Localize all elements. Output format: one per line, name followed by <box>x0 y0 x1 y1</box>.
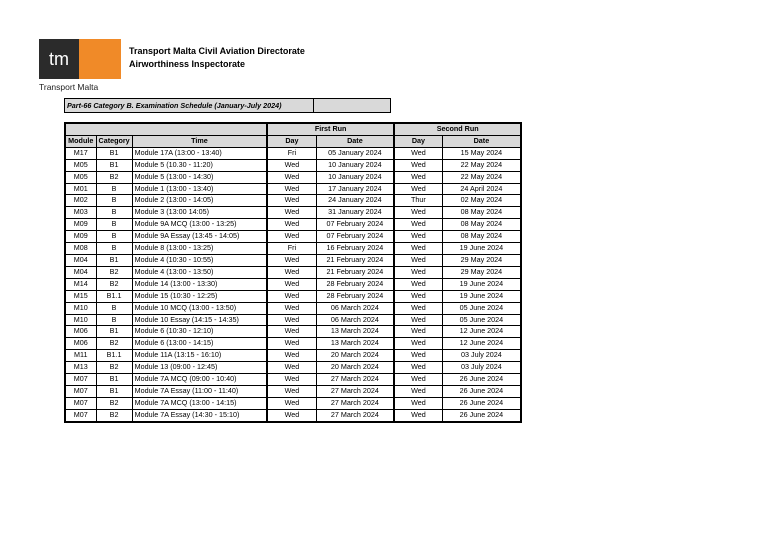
col-category: Category <box>96 135 132 147</box>
cell-module: M10 <box>65 314 96 326</box>
cell-second-run-day: Wed <box>394 397 442 409</box>
cell-first-run-date: 13 March 2024 <box>316 338 394 350</box>
cell-second-run-day: Wed <box>394 314 442 326</box>
cell-first-run-day: Wed <box>267 385 316 397</box>
col-second-run-date: Date <box>442 135 521 147</box>
first-run-header: First Run <box>267 123 394 135</box>
cell-category: B <box>96 195 132 207</box>
cell-second-run-date: 26 June 2024 <box>442 409 521 421</box>
cell-time: Module 4 (13:00 - 13:50) <box>132 266 267 278</box>
cell-category: B2 <box>96 338 132 350</box>
cell-module: M06 <box>65 326 96 338</box>
cell-second-run-date: 02 May 2024 <box>442 195 521 207</box>
cell-first-run-date: 28 February 2024 <box>316 290 394 302</box>
cell-first-run-date: 06 March 2024 <box>316 314 394 326</box>
cell-first-run-day: Wed <box>267 278 316 290</box>
cell-first-run-day: Wed <box>267 183 316 195</box>
cell-second-run-date: 12 June 2024 <box>442 338 521 350</box>
schedule-body <box>65 147 521 421</box>
cell-second-run-day: Wed <box>394 302 442 314</box>
table-row <box>65 231 521 243</box>
cell-first-run-day: Wed <box>267 302 316 314</box>
cell-first-run-date: 27 March 2024 <box>316 374 394 386</box>
cell-module: M06 <box>65 338 96 350</box>
cell-time: Module 7A MCQ (13:00 - 14:15) <box>132 397 267 409</box>
cell-second-run-day: Wed <box>394 362 442 374</box>
cell-second-run-date: 15 May 2024 <box>442 147 521 159</box>
cell-second-run-day: Wed <box>394 350 442 362</box>
header-line-2: Airworthiness Inspectorate <box>129 59 246 69</box>
cell-first-run-date: 17 January 2024 <box>316 183 394 195</box>
cell-second-run-day: Wed <box>394 231 442 243</box>
table-row <box>65 183 521 195</box>
cell-first-run-date: 10 January 2024 <box>316 171 394 183</box>
cell-first-run-day: Wed <box>267 314 316 326</box>
cell-module: M07 <box>65 397 96 409</box>
cell-first-run-date: 27 March 2024 <box>316 409 394 421</box>
cell-second-run-date: 29 May 2024 <box>442 254 521 266</box>
cell-second-run-date: 08 May 2024 <box>442 231 521 243</box>
cell-second-run-date: 22 May 2024 <box>442 159 521 171</box>
header-line-1: Transport Malta Civil Aviation Directorate <box>129 46 305 56</box>
cell-first-run-date: 20 March 2024 <box>316 350 394 362</box>
cell-second-run-date: 03 July 2024 <box>442 362 521 374</box>
cell-module: M01 <box>65 183 96 195</box>
cell-module: M05 <box>65 171 96 183</box>
cell-first-run-day: Wed <box>267 397 316 409</box>
document-header <box>129 45 305 71</box>
cell-module: M09 <box>65 231 96 243</box>
cell-time: Module 15 (10:30 - 12:25) <box>132 290 267 302</box>
cell-second-run-day: Wed <box>394 374 442 386</box>
cell-time: Module 14 (13:00 - 13:30) <box>132 278 267 290</box>
cell-time: Module 5 (10.30 - 11:20) <box>132 159 267 171</box>
cell-first-run-date: 24 January 2024 <box>316 195 394 207</box>
col-first-run-day: Day <box>267 135 316 147</box>
col-first-run-date: Date <box>316 135 394 147</box>
cell-second-run-day: Wed <box>394 207 442 219</box>
table-row <box>65 207 521 219</box>
cell-second-run-day: Wed <box>394 266 442 278</box>
cell-first-run-day: Wed <box>267 254 316 266</box>
group-header-row <box>65 123 521 135</box>
table-row <box>65 219 521 231</box>
cell-first-run-day: Wed <box>267 326 316 338</box>
cell-time: Module 9A Essay (13:45 - 14:05) <box>132 231 267 243</box>
col-time: Time <box>132 135 267 147</box>
cell-time: Module 7A Essay (14:30 - 15:10) <box>132 409 267 421</box>
cell-first-run-date: 07 February 2024 <box>316 231 394 243</box>
cell-first-run-day: Wed <box>267 409 316 421</box>
cell-time: Module 6 (13:00 - 14:15) <box>132 338 267 350</box>
cell-first-run-day: Wed <box>267 374 316 386</box>
table-row <box>65 159 521 171</box>
cell-second-run-day: Thur <box>394 195 442 207</box>
cell-category: B1.1 <box>96 290 132 302</box>
cell-module: M04 <box>65 266 96 278</box>
cell-first-run-day: Wed <box>267 195 316 207</box>
table-row <box>65 397 521 409</box>
cell-first-run-day: Wed <box>267 290 316 302</box>
cell-first-run-day: Wed <box>267 338 316 350</box>
table-row <box>65 374 521 386</box>
cell-first-run-date: 10 January 2024 <box>316 159 394 171</box>
cell-second-run-day: Wed <box>394 409 442 421</box>
cell-first-run-date: 27 March 2024 <box>316 397 394 409</box>
cell-first-run-day: Wed <box>267 266 316 278</box>
cell-category: B1 <box>96 385 132 397</box>
cell-second-run-date: 26 June 2024 <box>442 385 521 397</box>
cell-first-run-date: 27 March 2024 <box>316 385 394 397</box>
cell-time: Module 2 (13:00 - 14:05) <box>132 195 267 207</box>
cell-category: B2 <box>96 409 132 421</box>
cell-category: B <box>96 302 132 314</box>
cell-second-run-date: 05 June 2024 <box>442 302 521 314</box>
cell-second-run-day: Wed <box>394 278 442 290</box>
cell-module: M13 <box>65 362 96 374</box>
exam-schedule-table <box>64 122 522 423</box>
cell-module: M02 <box>65 195 96 207</box>
cell-first-run-day: Fri <box>267 243 316 255</box>
cell-time: Module 13 (09:00 - 12:45) <box>132 362 267 374</box>
cell-time: Module 1 (13:00 - 13:40) <box>132 183 267 195</box>
cell-second-run-day: Wed <box>394 171 442 183</box>
cell-first-run-date: 31 January 2024 <box>316 207 394 219</box>
table-row <box>65 254 521 266</box>
cell-module: M09 <box>65 219 96 231</box>
logo-orange-block <box>79 39 121 79</box>
cell-time: Module 5 (13:00 - 14:30) <box>132 171 267 183</box>
cell-category: B1 <box>96 326 132 338</box>
cell-first-run-day: Wed <box>267 219 316 231</box>
cell-category: B1 <box>96 159 132 171</box>
table-row <box>65 195 521 207</box>
cell-second-run-date: 22 May 2024 <box>442 171 521 183</box>
cell-time: Module 7A Essay (11:00 - 11:40) <box>132 385 267 397</box>
cell-category: B <box>96 231 132 243</box>
cell-first-run-day: Wed <box>267 350 316 362</box>
cell-category: B <box>96 219 132 231</box>
table-row <box>65 385 521 397</box>
cell-first-run-date: 07 February 2024 <box>316 219 394 231</box>
cell-time: Module 3 (13:00 14:05) <box>132 207 267 219</box>
table-row <box>65 278 521 290</box>
cell-module: M07 <box>65 374 96 386</box>
table-row <box>65 314 521 326</box>
cell-second-run-day: Wed <box>394 290 442 302</box>
table-row <box>65 362 521 374</box>
cell-module: M14 <box>65 278 96 290</box>
cell-second-run-date: 26 June 2024 <box>442 397 521 409</box>
table-row <box>65 243 521 255</box>
cell-time: Module 9A MCQ (13:00 - 13:25) <box>132 219 267 231</box>
cell-first-run-date: 20 March 2024 <box>316 362 394 374</box>
cell-second-run-date: 26 June 2024 <box>442 374 521 386</box>
cell-first-run-day: Wed <box>267 231 316 243</box>
cell-time: Module 7A MCQ (09:00 - 10:40) <box>132 374 267 386</box>
cell-category: B2 <box>96 266 132 278</box>
cell-second-run-day: Wed <box>394 159 442 171</box>
cell-first-run-date: 21 February 2024 <box>316 254 394 266</box>
cell-second-run-day: Wed <box>394 326 442 338</box>
cell-category: B <box>96 207 132 219</box>
cell-second-run-date: 05 June 2024 <box>442 314 521 326</box>
table-row <box>65 302 521 314</box>
cell-category: B1 <box>96 254 132 266</box>
blank-group-header <box>65 123 267 135</box>
cell-category: B2 <box>96 278 132 290</box>
cell-time: Module 11A (13:15 - 16:10) <box>132 350 267 362</box>
cell-category: B <box>96 183 132 195</box>
cell-first-run-date: 06 March 2024 <box>316 302 394 314</box>
cell-second-run-day: Wed <box>394 385 442 397</box>
cell-second-run-date: 12 June 2024 <box>442 326 521 338</box>
cell-second-run-day: Wed <box>394 183 442 195</box>
cell-second-run-date: 19 June 2024 <box>442 243 521 255</box>
cell-second-run-date: 08 May 2024 <box>442 207 521 219</box>
column-header-row <box>65 135 521 147</box>
cell-category: B2 <box>96 397 132 409</box>
transport-malta-logo <box>39 39 121 79</box>
schedule-title: Part-66 Category B. Examination Schedule (January-July 2024) <box>65 99 314 112</box>
cell-module: M17 <box>65 147 96 159</box>
cell-module: M08 <box>65 243 96 255</box>
cell-module: M11 <box>65 350 96 362</box>
col-module: Module <box>65 135 96 147</box>
cell-second-run-day: Wed <box>394 147 442 159</box>
cell-first-run-day: Fri <box>267 147 316 159</box>
cell-category: B2 <box>96 362 132 374</box>
cell-first-run-day: Wed <box>267 362 316 374</box>
cell-category: B <box>96 314 132 326</box>
cell-category: B <box>96 243 132 255</box>
cell-second-run-date: 08 May 2024 <box>442 219 521 231</box>
table-row <box>65 326 521 338</box>
cell-second-run-day: Wed <box>394 338 442 350</box>
cell-first-run-date: 21 February 2024 <box>316 266 394 278</box>
cell-first-run-day: Wed <box>267 207 316 219</box>
cell-second-run-date: 19 June 2024 <box>442 290 521 302</box>
cell-category: B2 <box>96 171 132 183</box>
table-row <box>65 350 521 362</box>
cell-time: Module 4 (10:30 - 10:55) <box>132 254 267 266</box>
cell-time: Module 10 MCQ (13:00 - 13:50) <box>132 302 267 314</box>
table-row <box>65 409 521 421</box>
schedule-title-box <box>64 98 391 113</box>
table-row <box>65 147 521 159</box>
table-row <box>65 338 521 350</box>
cell-first-run-date: 13 March 2024 <box>316 326 394 338</box>
cell-category: B1 <box>96 374 132 386</box>
cell-second-run-date: 24 April 2024 <box>442 183 521 195</box>
cell-time: Module 10 Essay (14:15 - 14:35) <box>132 314 267 326</box>
cell-module: M07 <box>65 409 96 421</box>
cell-time: Module 6 (10:30 - 12:10) <box>132 326 267 338</box>
logo-caption: Transport Malta <box>39 82 99 92</box>
cell-second-run-day: Wed <box>394 243 442 255</box>
cell-module: M15 <box>65 290 96 302</box>
logo-mark: tm <box>39 39 79 79</box>
cell-second-run-date: 19 June 2024 <box>442 278 521 290</box>
cell-first-run-date: 05 January 2024 <box>316 147 394 159</box>
cell-first-run-date: 28 February 2024 <box>316 278 394 290</box>
cell-module: M05 <box>65 159 96 171</box>
cell-category: B1.1 <box>96 350 132 362</box>
cell-first-run-day: Wed <box>267 171 316 183</box>
cell-module: M04 <box>65 254 96 266</box>
cell-time: Module 8 (13:00 - 13:25) <box>132 243 267 255</box>
table-row <box>65 290 521 302</box>
cell-second-run-date: 29 May 2024 <box>442 266 521 278</box>
table-row <box>65 266 521 278</box>
cell-module: M03 <box>65 207 96 219</box>
col-second-run-day: Day <box>394 135 442 147</box>
cell-first-run-date: 16 February 2024 <box>316 243 394 255</box>
second-run-header: Second Run <box>394 123 521 135</box>
cell-module: M10 <box>65 302 96 314</box>
cell-first-run-day: Wed <box>267 159 316 171</box>
cell-second-run-day: Wed <box>394 254 442 266</box>
cell-second-run-day: Wed <box>394 219 442 231</box>
cell-time: Module 17A (13:00 - 13:40) <box>132 147 267 159</box>
table-row <box>65 171 521 183</box>
cell-module: M07 <box>65 385 96 397</box>
cell-second-run-date: 03 July 2024 <box>442 350 521 362</box>
cell-category: B1 <box>96 147 132 159</box>
